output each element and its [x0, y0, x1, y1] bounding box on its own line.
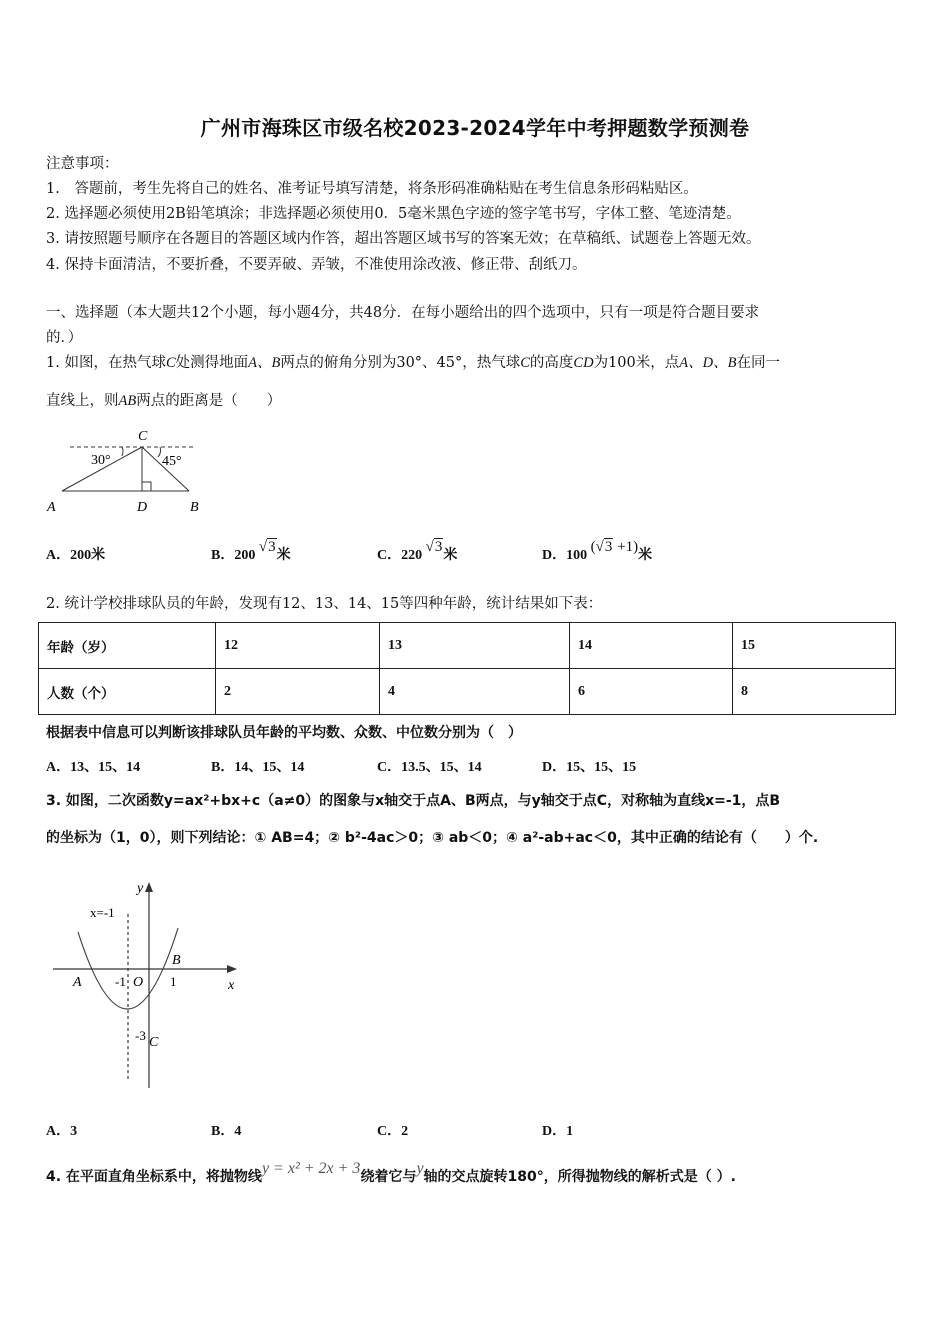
option-letter: D．	[542, 760, 567, 775]
label-minus-one: -1	[115, 974, 126, 989]
option-value: 100	[566, 548, 588, 563]
q1-stem-line2	[46, 389, 281, 410]
label-axis-of-symmetry: x=-1	[90, 905, 115, 920]
notice-item: 3. 请按照题号顺序在各题目的答题区域内作答，超出答题区域书写的答案无效；在草稿纸、试题卷上答题无效。	[46, 231, 761, 247]
table-cell: 15	[733, 623, 896, 669]
section-heading: 一、选择题（本大题共12个小题，每小题4分，共48分．在每小题给出的四个选项中，只有一项是符合题目要求	[46, 305, 760, 321]
label-x-axis: x	[228, 978, 235, 993]
option-text: 3	[70, 1124, 78, 1139]
label-angle-30: 30°	[91, 453, 111, 468]
q1-text: 两点的俯角分别为30°、45°，热气球	[280, 355, 521, 371]
option-letter: A．	[46, 548, 71, 563]
table-cell: 8	[733, 669, 896, 715]
table-cell: 13	[380, 623, 570, 669]
q2-option-a[interactable]	[46, 756, 140, 776]
var-cd: CD	[573, 355, 594, 371]
q3-stem-line2: 的坐标为（1，0），则下列结论：① AB=4；② b²-4ac＞0；③ ab＜0；④ a²-ab+ac＜0，其中正确的结论有（ ）个.	[46, 830, 819, 846]
var-ab-points: A、B	[248, 355, 281, 371]
q4-text: 4. 在平面直角坐标系中，将抛物线	[46, 1169, 262, 1185]
option-letter: A．	[46, 1124, 71, 1139]
label-c: C	[138, 429, 148, 444]
table-cell: 12	[216, 623, 380, 669]
q3-option-b[interactable]	[211, 1120, 241, 1140]
option-text: 4	[234, 1124, 242, 1139]
option-letter: A．	[46, 760, 71, 775]
label-b: B	[190, 500, 199, 515]
option-value: 220	[401, 548, 423, 563]
page-title: 广州市海珠区市级名校2023-2024学年中考押题数学预测卷	[200, 116, 750, 140]
option-text: 13、15、14	[70, 760, 141, 775]
option-text: 13.5、15、14	[401, 760, 482, 775]
var-y: y	[416, 1160, 424, 1177]
option-letter: D．	[542, 548, 567, 563]
option-letter: B．	[211, 548, 235, 563]
q3-option-a[interactable]	[46, 1120, 77, 1140]
radicand: 3	[268, 539, 276, 555]
q1-text: 在同一	[736, 355, 780, 371]
q1-stem-line1	[46, 351, 780, 372]
notice-item: 2. 选择题必须使用2B铅笔填涂；非选择题必须使用0．5毫米黑色字迹的签字笔书写，字体工整、笔迹清楚。	[46, 206, 741, 222]
option-text: 15、15、15	[566, 760, 637, 775]
table-row	[39, 623, 896, 669]
sqrt-symbol: √3	[425, 539, 443, 555]
table-cell: 4	[380, 669, 570, 715]
q1-option-d[interactable]	[542, 539, 653, 564]
option-value: 200	[234, 548, 256, 563]
q3-stem-line1: 3. 如图，二次函数y=ax²+bx+c（a≠0）的图象与x轴交于点A、B两点，与y轴交于点C，对称轴为直线x=-1，点B	[46, 793, 781, 809]
q4-text: 绕着它与	[360, 1169, 417, 1185]
label-angle-45: 45°	[162, 454, 182, 469]
sqrt-symbol: √3	[258, 539, 276, 555]
label-one: 1	[170, 974, 177, 989]
q3-option-c[interactable]	[377, 1120, 408, 1140]
option-letter: B．	[211, 760, 235, 775]
radicand: 3	[434, 539, 443, 555]
option-text: 14、15、14	[234, 760, 305, 775]
sqrt-expression: (√3 +1)	[590, 539, 639, 555]
q1-text: 为100米，点	[593, 355, 680, 371]
label-point-c: C	[149, 1035, 159, 1050]
option-letter: C．	[377, 760, 402, 775]
table-cell: 人数（个）	[39, 669, 216, 715]
notice-item: 4. 保持卡面清洁，不要折叠，不要弄破、弄皱，不准使用涂改液、修正带、刮纸刀。	[46, 257, 587, 273]
q3-parabola-figure	[45, 870, 245, 1095]
q1-option-a[interactable]	[46, 544, 105, 564]
label-a: A	[47, 500, 56, 515]
q2-option-c[interactable]	[377, 756, 482, 776]
q2-question: 根据表中信息可以判断该排球队员年龄的平均数、众数、中位数分别为（ ）	[46, 725, 522, 741]
q4-text: 轴的交点旋转180°，所得抛物线的解析式是（ ）.	[423, 1169, 736, 1185]
q1-option-c[interactable]	[377, 539, 458, 564]
table-cell: 14	[570, 623, 733, 669]
q4-formula: y = x² + 2x + 3	[261, 1160, 361, 1177]
q1-option-b[interactable]	[211, 539, 291, 564]
option-letter: C．	[377, 548, 402, 563]
option-letter: D．	[542, 1124, 567, 1139]
var-c: C	[520, 355, 530, 371]
q2-option-d[interactable]	[542, 756, 636, 776]
label-point-b: B	[172, 953, 181, 968]
label-point-a: A	[73, 975, 82, 990]
table-row	[39, 669, 896, 715]
table-cell: 年龄（岁）	[39, 623, 216, 669]
var-c: C	[165, 355, 176, 371]
q3-option-d[interactable]	[542, 1120, 573, 1140]
option-value: 200	[70, 548, 92, 563]
option-unit: 米	[91, 548, 106, 563]
label-y-axis: y	[137, 881, 144, 896]
option-unit: 米	[276, 548, 291, 563]
q1-text: 处测得地面	[175, 355, 249, 371]
option-letter: B．	[211, 1124, 235, 1139]
label-minus-three: -3	[135, 1028, 146, 1043]
option-unit: 米	[443, 548, 458, 563]
var-adb: A、D、B	[679, 355, 737, 371]
notice-heading: 注意事项：	[46, 156, 119, 172]
table-cell: 6	[570, 669, 733, 715]
table-cell: 2	[216, 669, 380, 715]
q1-text: 直线上，则	[46, 393, 119, 409]
q2-option-b[interactable]	[211, 756, 304, 776]
option-text: 2	[401, 1124, 409, 1139]
var-ab: AB	[118, 393, 137, 409]
q2-stem: 2. 统计学校排球队员的年龄，发现有12、13、14、15等四种年龄，统计结果如下表：	[46, 596, 603, 612]
option-unit: 米	[638, 548, 653, 563]
q4-stem	[46, 1160, 736, 1186]
label-d: D	[137, 500, 148, 515]
q1-text: 两点的距离是（ ）	[136, 393, 282, 409]
option-letter: C．	[377, 1124, 402, 1139]
radicand: 3	[604, 539, 613, 555]
option-text: 1	[566, 1124, 574, 1139]
q1-text: 的高度	[529, 355, 574, 371]
q2-age-table	[38, 622, 896, 715]
label-origin: O	[133, 975, 144, 990]
section-heading-cont: 的．）	[46, 330, 83, 346]
q1-text: 1. 如图，在热气球	[46, 355, 166, 371]
q1-balloon-figure	[40, 420, 240, 520]
notice-item: 1. 答题前，考生先将自己的姓名、准考证号填写清楚，将条形码准确粘贴在考生信息条形码粘贴区。	[46, 181, 698, 197]
